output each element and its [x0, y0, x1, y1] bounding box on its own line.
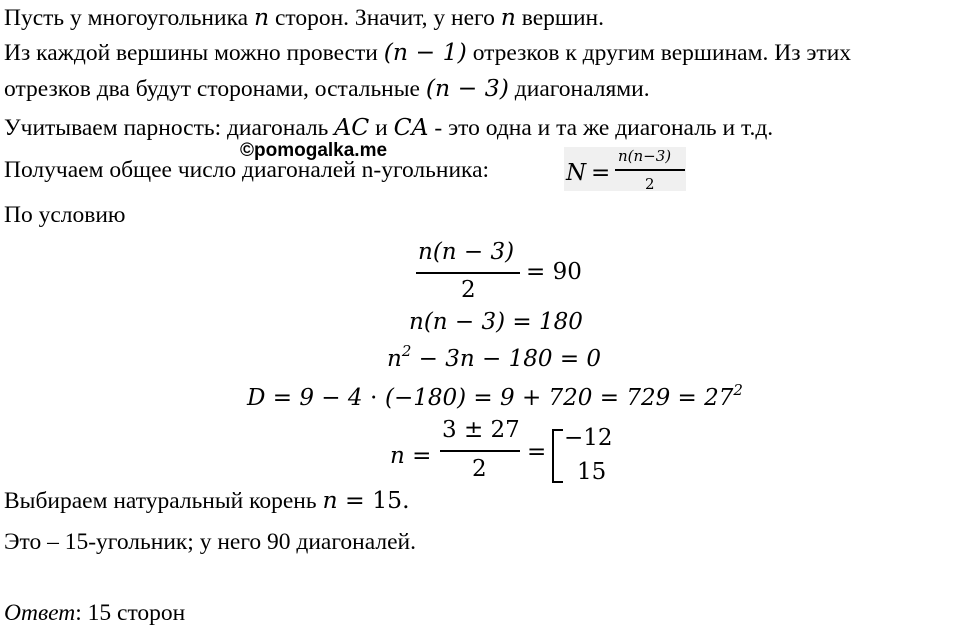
text-line-8	[4, 531, 416, 555]
math-var: n	[322, 486, 338, 514]
text-fragment: сторон. Значит, у него	[269, 5, 501, 31]
text-line-4	[4, 113, 774, 141]
eq3	[387, 342, 602, 372]
text-line-2	[4, 38, 852, 66]
eq3-exponent: 2	[401, 342, 412, 360]
eq5-lhs: n =	[390, 443, 432, 469]
eq3-rest: − 3n − 180 = 0	[411, 346, 602, 372]
text-fragment: диагоналями.	[508, 76, 650, 102]
eq1-denominator: 2	[461, 277, 476, 303]
math-expression: (n − 3)	[425, 74, 509, 102]
watermark: ©pomogalka.me	[240, 140, 388, 161]
eq5-fraction-bar	[440, 450, 520, 452]
eq4	[247, 381, 743, 411]
eq1-fraction-bar	[416, 272, 520, 274]
text-fragment: - это одна и та же диагональ и т.д.	[428, 115, 774, 141]
inline-fraction-bar	[615, 169, 685, 171]
eq4-exponent: 2	[733, 381, 743, 399]
inline-formula-equals: =	[591, 160, 611, 186]
answer-line	[4, 602, 185, 626]
text-fragment: Пусть у многоугольника	[4, 5, 254, 31]
text-line-3	[4, 74, 650, 102]
eq2: n(n − 3) = 180	[409, 309, 583, 335]
eq3-base: n	[387, 346, 402, 372]
math-var: n	[500, 3, 516, 31]
text-fragment: отрезков два будут сторонами, остальные	[4, 76, 426, 102]
eq5-root-bracket	[552, 429, 563, 483]
inline-formula-numerator: n(n−3)	[618, 147, 672, 165]
math-expression: = 15.	[337, 486, 410, 514]
eq1-rhs: = 90	[526, 259, 582, 285]
text-line-5	[4, 159, 489, 183]
text-fragment: Из каждой вершины можно провести	[4, 40, 384, 66]
eq5-root-2: 15	[577, 459, 607, 485]
text-fragment: Учитываем парность: диагональ	[4, 115, 335, 141]
eq5-denominator: 2	[472, 456, 487, 482]
text-fragment: Выбираем натуральный корень	[4, 488, 323, 514]
answer-label: Ответ	[4, 600, 76, 626]
text-fragment: Это – 15-угольник; у него 90 диагоналей.	[4, 529, 416, 555]
math-var: CA	[393, 113, 429, 141]
text-line-7	[4, 486, 410, 514]
eq5-equals: =	[527, 439, 547, 465]
text-line-6	[4, 204, 125, 228]
eq4-body: D = 9 − 4 ⋅ (−180) = 9 + 720 = 729 = 27	[247, 385, 734, 411]
inline-formula-denominator: 2	[645, 175, 655, 193]
math-expression: (n − 1)	[383, 38, 467, 66]
text-fragment: вершин.	[515, 5, 605, 31]
eq5-root-1: −12	[564, 425, 613, 451]
eq5-numerator: 3 ± 27	[442, 417, 520, 443]
math-var: AC	[334, 113, 370, 141]
text-fragment: и	[369, 115, 394, 141]
text-fragment: Получаем общее число диагоналей n-угольника:	[4, 157, 490, 183]
inline-formula-lhs: N	[566, 160, 587, 186]
text-line-1	[4, 3, 605, 31]
math-var: n	[253, 3, 270, 31]
answer-value: : 15 сторон	[75, 600, 186, 626]
text-fragment: По условию	[4, 202, 126, 228]
eq1-numerator: n(n − 3)	[418, 239, 515, 265]
text-fragment: отрезков к другим вершинам. Из этих	[466, 40, 852, 66]
